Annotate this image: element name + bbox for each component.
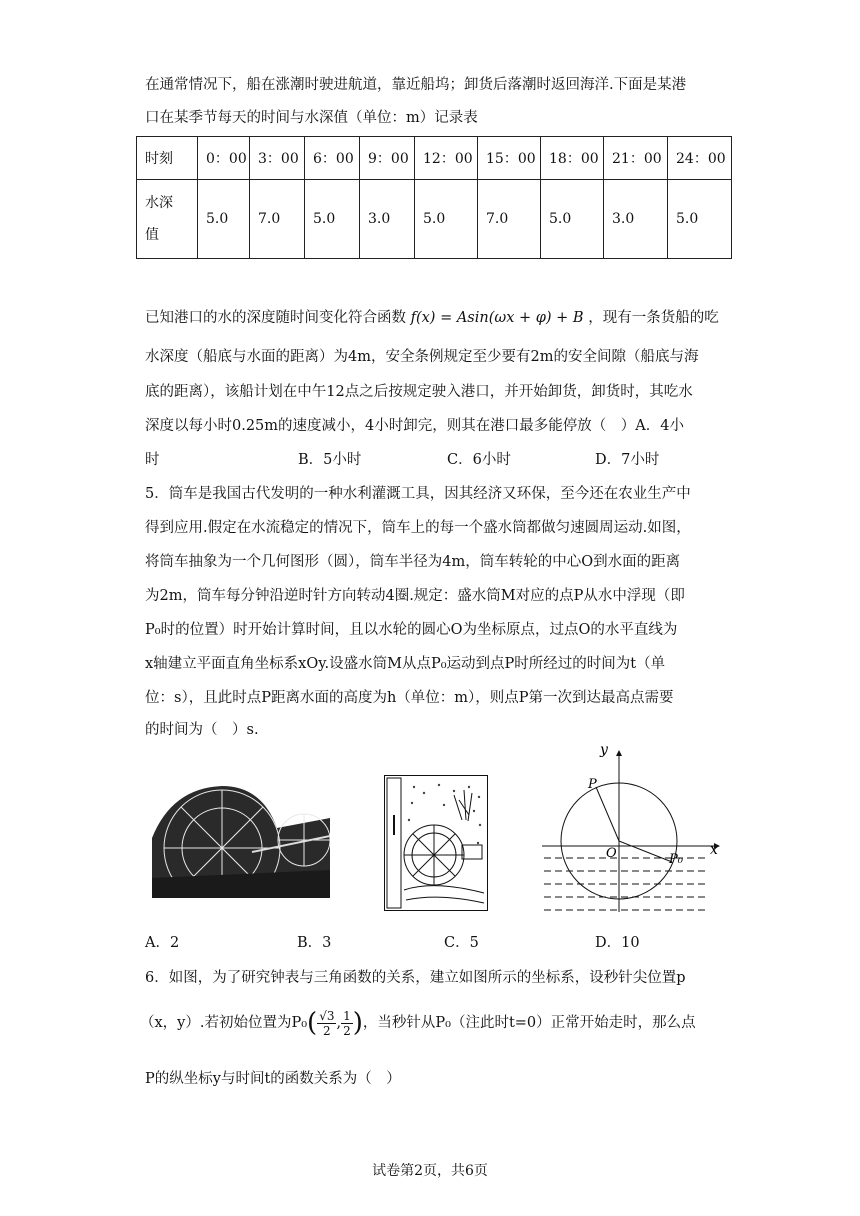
- q5-option-b: B．3: [297, 935, 332, 951]
- q4-option-b: B．5小时: [298, 452, 362, 468]
- table-cell-depth: 5.0: [676, 211, 699, 227]
- q4-intro-line2: 口在某季节每天的时间与水深值（单位：m）记录表: [145, 110, 478, 126]
- table-cell-time: 15：00: [486, 151, 536, 167]
- function-formula: f(x) = Asin(ωx + φ) + B: [410, 310, 584, 326]
- table-cell-time: 24：00: [676, 151, 726, 167]
- x-axis-label: x: [710, 842, 718, 858]
- table-row-depth: [137, 180, 732, 259]
- y-axis-label: y: [600, 742, 608, 758]
- fraction-sqrt3-over-2: $\frac{√3}{2}$: [319, 1008, 335, 1038]
- q5-line6: x轴建立平面直角坐标系xOy.设盛水筒M从点P₀运动到点P时所经过的时间为t（单: [145, 656, 666, 672]
- q4-text-line3: 底的距离），该船计划在中午12点之后按规定驶入港口，并开始卸货，卸货时，其吃水: [145, 384, 693, 400]
- q5-option-c: C．5: [444, 935, 479, 951]
- q6-line1: 6．如图，为了研究钟表与三角函数的关系，建立如图所示的坐标系，设秒针尖位置p: [145, 970, 686, 986]
- q4-text-line2: 水深度（船底与水面的距离）为4m，安全条例规定至少要有2m的安全间隙（船底与海: [145, 349, 699, 365]
- q5-line1: 5．筒车是我国古代发明的一种水利灌溉工具，因其经济又环保，至今还在农业生产中: [145, 486, 691, 502]
- q4-text-line4: 深度以每小时0.25m的速度减小，4小时卸完，则其在港口最多能停放（ ）A．4小: [145, 418, 684, 434]
- table-header-depth-1: 水深: [145, 195, 173, 211]
- q4-text-line1: 已知港口的水的深度随时间变化符合函数 f(x) = Asin(ωx + φ) + B ，现有一条货船的吃: [145, 310, 719, 326]
- q5-line2: 得到应用.假定在水流稳定的情况下，筒车上的每一个盛水筒都做匀速圆周运动.如图，: [145, 520, 691, 536]
- q5-option-a: A．2: [145, 935, 180, 951]
- q5-option-d: D．10: [595, 935, 640, 951]
- table-cell-depth: 3.0: [368, 211, 391, 227]
- table-header-time: 时刻: [145, 151, 173, 167]
- table-cell-time: 0：00: [206, 151, 247, 167]
- ancient-waterwheel-drawing: [384, 775, 488, 911]
- table-cell-depth: 7.0: [486, 211, 509, 227]
- table-header-depth-2: 值: [145, 227, 159, 243]
- table-cell-depth: 5.0: [549, 211, 572, 227]
- q5-line8: 的时间为（ ）s.: [145, 722, 259, 738]
- table-cell-time: 3：00: [258, 151, 299, 167]
- origin-label: O: [606, 846, 617, 861]
- table-cell-depth: 5.0: [423, 211, 446, 227]
- table-cell-depth: 5.0: [206, 211, 229, 227]
- q4-option-c: C．6小时: [447, 452, 511, 468]
- point-p-label: P: [588, 777, 597, 792]
- table-cell-time: 9：00: [368, 151, 409, 167]
- q4-option-d: D．7小时: [595, 452, 660, 468]
- table-cell-depth: 7.0: [258, 211, 281, 227]
- table-row-time: [137, 137, 732, 180]
- radius-op0: [619, 841, 672, 862]
- q5-line5: P₀时的位置）时开始计算时间，且以水轮的圆心O为坐标原点，过点O的水平直线为: [145, 622, 678, 638]
- radius-op: [596, 787, 619, 841]
- q4-intro-line1: 在通常情况下，船在涨潮时驶进航道，靠近船坞；卸货后落潮时返回海洋.下面是某港: [145, 77, 687, 93]
- point-p0-label: P₀: [669, 852, 683, 867]
- q5-line7: 位：s），且此时点P距离水面的高度为h（单位：m），则点P第一次到达最高点需要: [145, 690, 674, 706]
- q5-line4: 为2m，筒车每分钟沿逆时针方向转动4圈.规定：盛水筒M对应的点P从水中浮现（即: [145, 588, 685, 604]
- q5-line3: 将筒车抽象为一个几何图形（圆），筒车半径为4m，筒车转轮的中心O到水面的距离: [145, 554, 681, 570]
- table-cell-time: 21：00: [612, 151, 662, 167]
- waterwheel-photo: [152, 778, 330, 898]
- table-cell-time: 6：00: [313, 151, 354, 167]
- tide-depth-table: [136, 136, 732, 259]
- q6-line2: （x，y）.若初始位置为P₀( $\frac{√3}{2}$ , $\frac{1}{2}$ )，当秒针从P₀（注此时t=0）正常开始走时，那么点: [140, 1008, 696, 1038]
- q6-line3: P的纵坐标y与时间t的函数关系为（ ）: [145, 1071, 401, 1087]
- table-cell-depth: 5.0: [313, 211, 336, 227]
- waterwheel-coordinate-diagram: [538, 740, 724, 916]
- table-cell-time: 18：00: [549, 151, 599, 167]
- q4-option-a-tail: 时: [145, 452, 160, 468]
- table-cell-depth: 3.0: [612, 211, 635, 227]
- fraction-1-over-2: $\frac{1}{2}$: [343, 1008, 351, 1038]
- page-footer: 试卷第2页，共6页: [372, 1163, 488, 1179]
- table-cell-time: 12：00: [423, 151, 473, 167]
